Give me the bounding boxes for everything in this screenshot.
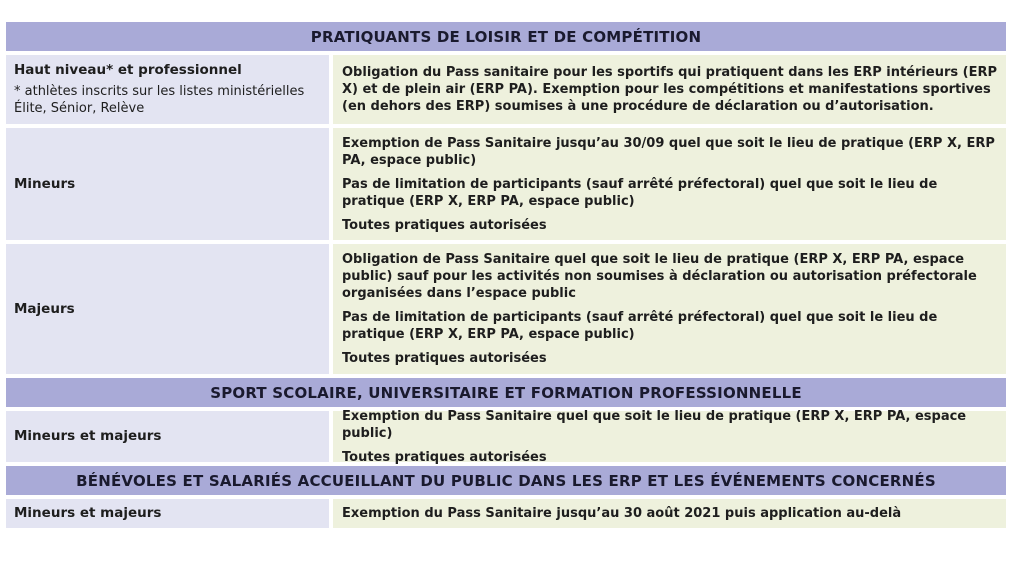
row-paragraph: Exemption du Pass Sanitaire quel que soit le lieu de pratique (ERP X, ERP PA, espace public) [342,408,967,441]
row-label [6,411,329,462]
row-paragraph: Exemption de Pass Sanitaire jusqu’au 30/09 quel que soit le lieu de pratique (ERP X, ERP PA, espace public) [342,135,995,168]
row-content [333,499,1006,528]
row-paragraph: Obligation du Pass sanitaire pour les sportifs qui pratiquent dans les ERP intérieurs (ERP X) et de plein air (ERP PA). Exemption pour les compétitions et manifestations sportives (en dehors des ERP) soumises à une procédure de déclaration ou d’autorisation. [342,65,997,114]
table-row-mineurs-majeurs-scolaire [6,408,1006,465]
row-content [333,408,1006,465]
row-paragraph: Toutes pratiques autorisées [342,217,547,233]
row-label-text: Mineurs et majeurs [14,505,162,521]
row-paragraph: Pas de limitation de participants (sauf arrêté préfectoral) quel que soit le lieu de pratique (ERP X, ERP PA, espace public) [342,176,938,209]
row-label-text: Majeurs [14,300,75,317]
row-label [6,128,329,240]
row-label-note: * athlètes inscrits sur les listes ministérielles Élite, Sénior, Relève [14,84,305,116]
row-label [6,55,329,124]
row-label [6,244,329,374]
section-header-sport-scolaire: SPORT SCOLAIRE, UNIVERSITAIRE ET FORMATION PROFESSIONNELLE [6,378,1006,407]
rules-table [6,22,1006,532]
row-content [333,55,1006,124]
section-header-loisir-competition: PRATIQUANTS DE LOISIR ET DE COMPÉTITION [6,22,1006,51]
table-row-haut-niveau [6,55,1006,124]
section-header-benevoles-salaries: BÉNÉVOLES ET SALARIÉS ACCUEILLANT DU PUBLIC DANS LES ERP ET LES ÉVÉNEMENTS CONCERNÉS [6,466,1006,495]
table-row-majeurs [6,244,1006,374]
row-paragraph: Toutes pratiques autorisées [342,351,547,366]
row-paragraph: Toutes pratiques autorisées [342,449,547,465]
table-row-mineurs [6,128,1006,240]
row-paragraph: Pas de limitation de participants (sauf arrêté préfectoral) quel que soit le lieu de pratique (ERP X, ERP PA, espace public) [342,310,938,342]
row-label-text: Mineurs et majeurs [14,428,162,444]
row-paragraph: Obligation de Pass Sanitaire quel que soit le lieu de pratique (ERP X, ERP PA, espace public) sauf pour les activités non soumises à déclaration ou autorisation préfectorale organisées dans l’espace public [342,252,977,301]
row-content [333,244,1006,374]
row-label-text: Mineurs [14,175,76,192]
table-row-mineurs-majeurs-benevoles [6,499,1006,528]
row-label [6,499,329,528]
row-paragraph: Exemption du Pass Sanitaire jusqu’au 30 août 2021 puis application au-delà [342,506,902,521]
row-label-text: Haut niveau* et professionnel [14,62,242,78]
row-content [333,128,1006,240]
